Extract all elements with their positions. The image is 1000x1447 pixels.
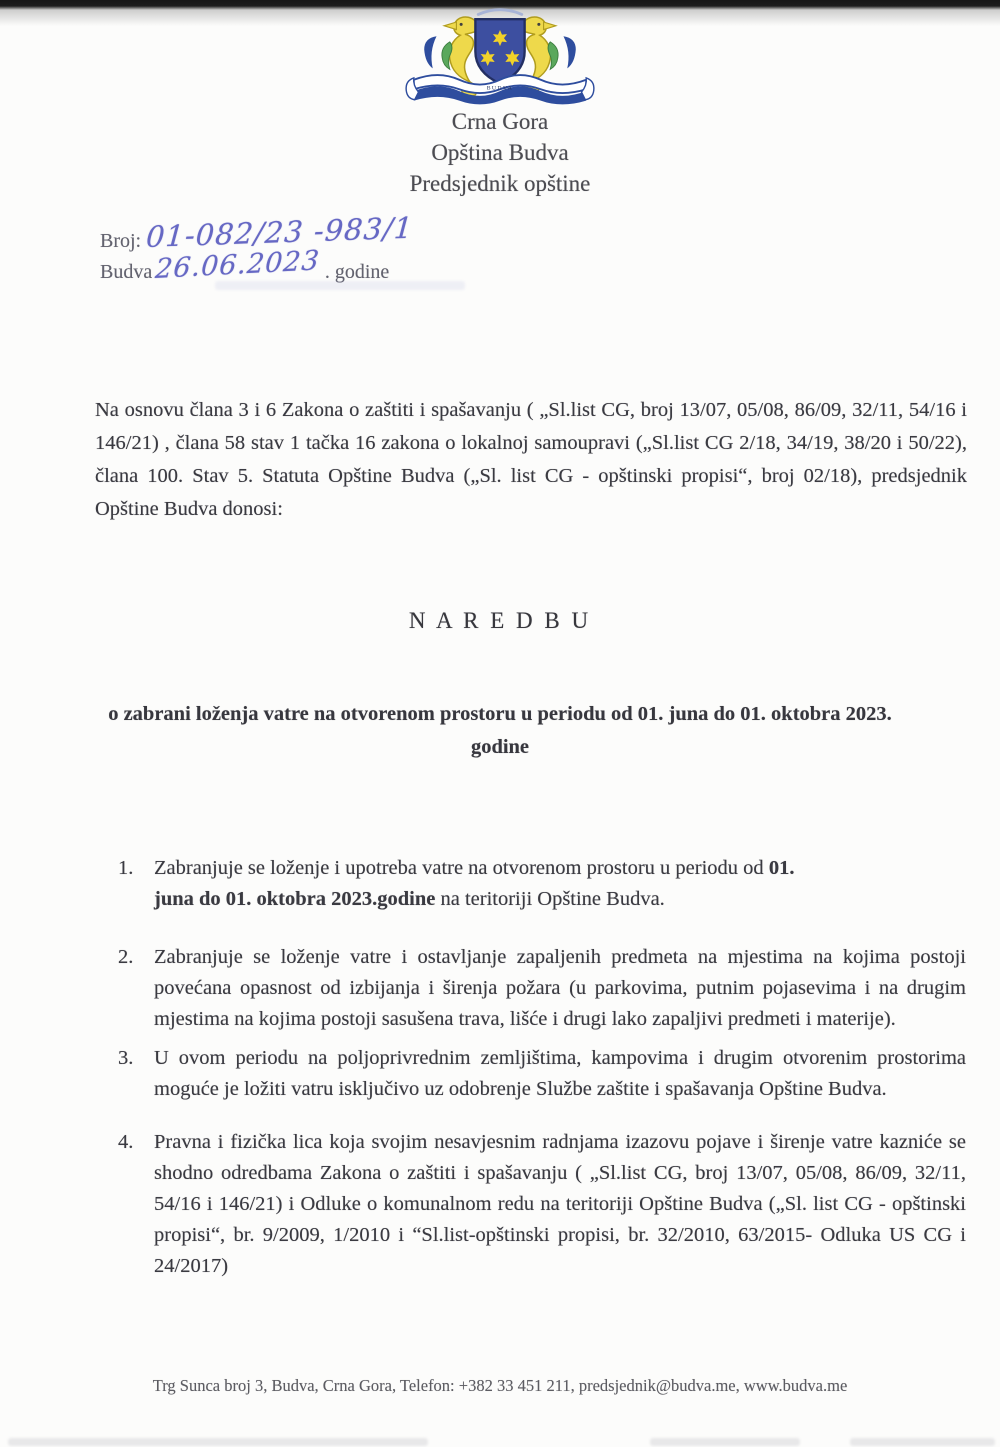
item-number: 4.	[118, 1131, 134, 1153]
order-item-4	[118, 1127, 966, 1282]
item-number: 1.	[118, 857, 134, 879]
budva-coat-of-arms-icon	[400, 4, 600, 117]
office-name: Predsjednik opštine	[409, 171, 591, 196]
country-name: Crna Gora	[451, 109, 549, 134]
order-item-2	[118, 942, 966, 1035]
preamble-paragraph: Na osnovu člana 3 i 6 Zakona o zaštiti i spašavanju ( „Sl.list CG, broj 13/07, 05/08, 86/09, 32/11, 54/16 i 146/21) , člana 58 stav 1 tačka 16 zakona o lokalnoj samoupravi („Sl.list CG 2/18, 34/19, 38/20 i 50/22), člana 100. Stav 5. Statuta Opštine Budva („Sl. list CG - opštinski propisi“, broj 02/18), predsjednik Opštine Budva donosi:	[95, 399, 967, 520]
date-handwritten: 26.06.2023	[154, 245, 322, 285]
scan-smudge	[8, 1438, 428, 1446]
place-label: Budva	[100, 261, 153, 283]
item-1-text-before: Zabranjuje se loženje i upotreba vatre na otvorenom prostoru u periodu od	[154, 857, 769, 879]
order-title: N A R E D B U	[408, 608, 592, 633]
scan-smudge	[850, 1438, 995, 1446]
item-text: U ovom periodu na poljoprivrednim zemljištima, kampovima i drugim otvorenim prostorima moguće je ložiti vatru isključivo uz odobrenje Službe zaštite i spašavanja Opštine Budva.	[154, 1047, 966, 1100]
letterhead	[0, 106, 1000, 199]
reference-block	[100, 210, 415, 288]
seal-banner-text: BUDVA	[486, 85, 514, 92]
order-items	[118, 853, 966, 1282]
coat-of-arms-svg	[400, 4, 600, 112]
footer-contact: Trg Sunca broj 3, Budva, Crna Gora, Telefon: +382 33 451 211, predsjednik@budva.me, www.budva.me	[152, 1376, 848, 1395]
order-subtitle: o zabrani loženja vatre na otvorenom prostoru u periodu od 01. juna do 01. oktobra 2023. godine	[108, 703, 892, 758]
item-number: 2.	[118, 946, 134, 968]
item-text: Zabranjuje se loženje vatre i ostavljanje zapaljenih predmeta na mjestima na kojima postoji povećana opasnost od izbijanja i širenja požara (u parkovima, putnim pojasevima i na drugim mjestima na kojima postoji sasušena trava, lišće i drugi lako zapaljivi predmeti i materije).	[154, 946, 966, 1030]
item-number: 3.	[118, 1047, 134, 1069]
reference-number-label: Broj:	[100, 230, 142, 252]
item-text	[154, 853, 802, 915]
item-1-bold-dates: 01. juna do 01. oktobra 2023.godine	[154, 857, 795, 910]
scan-smudge	[650, 1438, 800, 1446]
reference-number-handwritten: 01-082/23 -983/1	[145, 210, 415, 254]
order-item-3	[118, 1043, 966, 1105]
date-suffix: . godine	[324, 261, 390, 283]
item-1-text-after: na teritoriji Opštine Budva.	[435, 888, 665, 910]
municipality-name: Opština Budva	[431, 140, 569, 165]
item-text: Pravna i fizička lica koja svojim nesavjesnim radnjama izazovu pojave i širenje vatre kazniće se shodno odredbama Zakona o zaštiti i spašavanju ( „Sl.list CG, broj 13/07, 05/08, 86/09, 32/11, 54/16 i 146/21) i Odluke o komunalnom redu na teritoriji Opštine Budva („Sl. list CG - opštinski propisi“, br. 9/2009, 1/2010 i “Sl.list-opštinski propisi, br. 32/2010, 63/2015- Odluka US CG i 24/2017)	[154, 1131, 966, 1277]
order-item-1	[118, 853, 966, 915]
scan-smudge	[215, 281, 465, 290]
